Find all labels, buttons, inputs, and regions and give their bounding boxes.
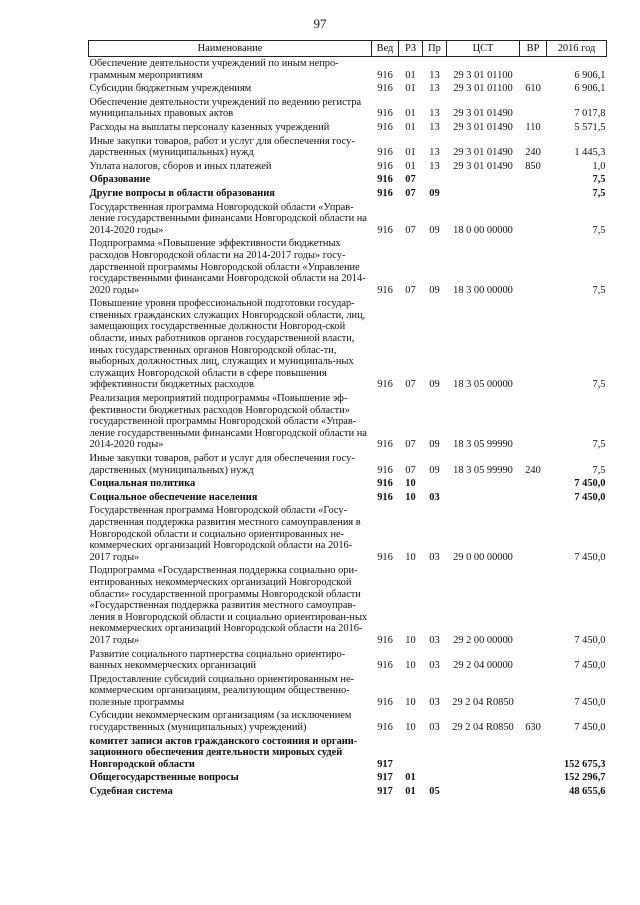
row-rz-cell: 01 [405, 786, 416, 798]
row-vr-cell [520, 187, 547, 201]
row-vr-cell [520, 673, 547, 710]
table-row [89, 187, 607, 201]
table-row [89, 785, 607, 799]
row-ved-cell: 916 [377, 439, 393, 451]
row-pr-cell: 03 [429, 660, 440, 672]
row-pr-cell: 09 [429, 439, 440, 451]
row-rz-cell: 01 [405, 69, 416, 81]
row-rz-cell: 07 [405, 174, 416, 186]
row-pr-cell: 05 [429, 786, 440, 798]
row-amount-cell: 7,5 [592, 187, 606, 199]
header-rz: РЗ [399, 41, 423, 57]
row-pr-cell: 09 [429, 224, 440, 236]
table-row [89, 504, 607, 564]
header-year: 2016 год [547, 41, 607, 57]
table-row [89, 452, 607, 477]
row-name-cell: Судебная система [89, 786, 173, 798]
row-amount-cell: 48 655,6 [569, 786, 606, 798]
row-amount-cell: 7 017,8 [574, 108, 606, 120]
row-amount-cell: 1,0 [592, 160, 606, 172]
row-rz-cell: 07 [405, 379, 416, 391]
row-ved-cell: 916 [377, 187, 393, 199]
row-rz-cell: 07 [405, 439, 416, 451]
row-amount-cell: 152 296,7 [563, 772, 606, 784]
row-name-cell: Другие вопросы в области образования [89, 187, 275, 199]
table-row [89, 771, 607, 785]
table-row [89, 82, 607, 96]
row-cst-cell: 29 3 01 01490 [453, 108, 513, 120]
row-rz-cell: 10 [405, 660, 416, 672]
row-vr-cell [520, 771, 547, 785]
row-name-cell: Повышение уровня профессиональной подготовки государ-ственных гражданских служащих Новгородской области, лиц, замещающих государственные должности Новгород-ской области, иных работников органов государственной власти, иных государственных органов Новгородской облас-ти, выборных должностных лиц, служащих и муниципаль-ных служащих Новгородской области в сфере повышения эффективности бюджетных расходов [89, 298, 366, 391]
row-cst-cell [447, 785, 520, 799]
row-ved-cell: 916 [377, 491, 393, 503]
row-amount-cell: 7 450,0 [574, 551, 606, 563]
row-pr-cell: 03 [429, 696, 440, 708]
row-pr-cell: 09 [429, 464, 440, 476]
row-ved-cell: 916 [377, 696, 393, 708]
row-cst-cell: 18 3 05 00000 [453, 379, 513, 391]
row-cst-cell: 29 2 04 00000 [453, 660, 513, 672]
row-vr-cell [520, 564, 547, 647]
row-vr-cell [520, 648, 547, 673]
budget-table [88, 40, 607, 799]
row-rz-cell: 10 [405, 634, 416, 646]
row-cst-cell: 29 2 00 00000 [453, 634, 513, 646]
row-amount-cell: 5 571,5 [574, 121, 606, 133]
table-body [89, 57, 607, 799]
row-rz-cell: 01 [405, 160, 416, 172]
row-pr-cell: 09 [429, 284, 440, 296]
table-row [89, 648, 607, 673]
row-name-cell: Образование [89, 174, 151, 186]
table-row [89, 237, 607, 297]
row-vr-cell [520, 237, 547, 297]
row-name-cell: Иные закупки товаров, работ и услуг для обеспечения госу-дарственных (муниципальных) нужд [89, 135, 355, 159]
row-rz-cell: 01 [405, 147, 416, 159]
row-ved-cell: 916 [377, 121, 393, 133]
table-row [89, 201, 607, 238]
row-cst-cell [447, 477, 520, 491]
row-pr-cell: 13 [429, 69, 440, 81]
row-ved-cell: 916 [377, 284, 393, 296]
row-rz-cell: 01 [405, 121, 416, 133]
row-amount-cell: 7 450,0 [574, 478, 606, 490]
row-name-cell: Социальная политика [89, 478, 196, 490]
row-ved-cell: 916 [377, 147, 393, 159]
row-name-cell: Уплата налогов, сборов и иных платежей [89, 160, 272, 172]
table-header-row [89, 41, 607, 57]
row-rz-cell: 10 [405, 551, 416, 563]
row-ved-cell: 916 [377, 478, 393, 490]
row-cst-cell [447, 173, 520, 187]
table-row [89, 297, 607, 392]
row-pr-cell: 13 [429, 160, 440, 172]
table-row [89, 709, 607, 734]
row-vr-cell [520, 297, 547, 392]
header-name: Наименование [89, 41, 372, 57]
row-name-cell: комитет записи актов гражданского состояния и органи-зационного обеспечения деятельности мировых судей Новгородской области [89, 735, 358, 770]
row-cst-cell: 29 2 04 R0850 [452, 696, 514, 708]
row-rz-cell: 01 [405, 108, 416, 120]
header-pr: Пр [423, 41, 447, 57]
row-name-cell: Развитие социального партнерства социально ориентиро-ванных некоммерческих организаций [89, 648, 346, 672]
row-pr-cell: 03 [429, 634, 440, 646]
row-rz-cell: 07 [405, 224, 416, 236]
row-name-cell: Социальное обеспечение населения [89, 491, 258, 503]
row-cst-cell: 29 3 01 01100 [453, 83, 513, 95]
row-amount-cell: 7,5 [592, 174, 606, 186]
header-ved: Вед [372, 41, 399, 57]
row-rz-cell: 07 [405, 187, 416, 199]
row-ved-cell: 916 [377, 722, 393, 734]
row-ved-cell: 916 [377, 174, 393, 186]
page-number: 97 [313, 16, 327, 31]
row-amount-cell: 7,5 [592, 439, 606, 451]
table-row [89, 735, 607, 772]
row-ved-cell: 916 [377, 634, 393, 646]
row-name-cell: Обеспечение деятельности учреждений по ведению регистра муниципальных правовых актов [89, 96, 362, 120]
row-rz-cell: 10 [405, 478, 416, 490]
row-ved-cell: 916 [377, 379, 393, 391]
row-amount-cell: 7 450,0 [574, 696, 606, 708]
row-name-cell: Подпрограмма «Государственная поддержка социально ори-ентированных некоммерческих организаций Новгородской области» государственной программы Новгородской области «Государственная поддержка развития местного самоуправ-ления в Новгородской области и социально ориентирован-ных некоммерческих организаций Новгородской области на 2016-2017 годы» [89, 565, 368, 646]
table-row [89, 564, 607, 647]
row-pr-cell [423, 173, 447, 187]
row-vr-cell [520, 201, 547, 238]
table-row [89, 477, 607, 491]
row-ved-cell: 916 [377, 660, 393, 672]
row-name-cell: Иные закупки товаров, работ и услуг для обеспечения госу-дарственных (муниципальных) нужд [89, 453, 355, 476]
row-cst-cell [447, 771, 520, 785]
row-name-cell: Подпрограмма «Повышение эффективности бюджетных расходов Новгородской области на 2014-2017 годы» госу-дарственной программы Новгородской области «Управление государственными финансами Новгородской области на 2014-2020 годы» [89, 238, 366, 296]
row-amount-cell: 7,5 [592, 224, 606, 236]
row-vr-cell [520, 491, 547, 505]
table-row [89, 135, 607, 160]
row-vr-cell: 110 [525, 121, 541, 133]
row-cst-cell: 29 2 04 R0850 [452, 722, 514, 734]
table-row [89, 491, 607, 505]
row-cst-cell: 18 3 00 00000 [453, 284, 513, 296]
row-pr-cell: 13 [429, 147, 440, 159]
row-vr-cell: 610 [525, 83, 541, 95]
row-pr-cell: 03 [429, 722, 440, 734]
row-name-cell: Предоставление субсидий социально ориентированным не-коммерческим организациям, реализующим общественно-полезные программы [89, 673, 355, 708]
row-vr-cell [520, 785, 547, 799]
row-rz-cell: 01 [405, 772, 416, 784]
row-name-cell: Субсидии некоммерческим организациям (за исключением государственных (муниципальных) учреждений) [89, 710, 352, 734]
row-cst-cell [447, 187, 520, 201]
row-amount-cell: 7,5 [592, 284, 606, 296]
row-amount-cell: 7,5 [592, 464, 606, 476]
row-rz-cell: 10 [405, 722, 416, 734]
row-cst-cell [447, 735, 520, 772]
row-ved-cell: 917 [377, 758, 393, 770]
row-amount-cell: 7 450,0 [574, 722, 606, 734]
row-amount-cell: 1 445,3 [574, 147, 606, 159]
row-cst-cell: 18 3 05 99990 [453, 439, 513, 451]
table-row [89, 160, 607, 174]
row-ved-cell: 916 [377, 83, 393, 95]
row-amount-cell: 6 906,1 [574, 83, 606, 95]
row-amount-cell: 7 450,0 [574, 660, 606, 672]
row-rz-cell: 10 [405, 696, 416, 708]
row-pr-cell: 13 [429, 108, 440, 120]
table-row [89, 173, 607, 187]
row-vr-cell: 630 [525, 722, 541, 734]
row-pr-cell: 03 [429, 491, 440, 503]
row-vr-cell [520, 173, 547, 187]
row-rz-cell: 07 [405, 464, 416, 476]
row-amount-cell: 7,5 [592, 379, 606, 391]
row-vr-cell [520, 735, 547, 772]
row-vr-cell: 240 [525, 464, 541, 476]
row-amount-cell: 152 675,3 [563, 758, 606, 770]
row-cst-cell: 29 3 01 01490 [453, 121, 513, 133]
row-name-cell: Субсидии бюджетным учреждениям [89, 83, 252, 95]
row-pr-cell: 13 [429, 121, 440, 133]
table-row [89, 392, 607, 452]
row-ved-cell: 917 [377, 786, 393, 798]
row-rz-cell: 10 [405, 491, 416, 503]
table-row [89, 57, 607, 83]
row-name-cell: Общегосударственные вопросы [89, 772, 239, 784]
row-amount-cell: 7 450,0 [574, 634, 606, 646]
row-cst-cell: 18 0 00 00000 [453, 224, 513, 236]
row-vr-cell [520, 504, 547, 564]
row-name-cell: Обеспечение деятельности учреждений по иным непро-граммным мероприятиям [89, 58, 339, 81]
row-cst-cell: 29 3 01 01100 [453, 69, 513, 81]
table-row [89, 673, 607, 710]
row-pr-cell: 09 [429, 379, 440, 391]
row-cst-cell [447, 491, 520, 505]
row-cst-cell: 29 3 01 01490 [453, 160, 513, 172]
row-ved-cell: 917 [377, 772, 393, 784]
row-pr-cell: 03 [429, 551, 440, 563]
header-vr: ВР [520, 41, 547, 57]
row-vr-cell: 850 [525, 160, 541, 172]
row-name-cell: Реализация мероприятий подпрограммы «Повышение эф-фективности бюджетных расходов Новгородской области» государственной программы Новгородской области «Управ-ление государственными финансами Новгородской области на 2014-2020 годы» [89, 393, 367, 451]
row-ved-cell: 916 [377, 108, 393, 120]
row-vr-cell: 240 [525, 147, 541, 159]
row-cst-cell: 29 3 01 01490 [453, 147, 513, 159]
row-rz-cell: 01 [405, 83, 416, 95]
row-vr-cell [520, 57, 547, 83]
row-cst-cell: 29 0 00 00000 [453, 551, 513, 563]
row-ved-cell: 916 [377, 464, 393, 476]
header-cst: ЦСТ [447, 41, 520, 57]
row-name-cell: Расходы на выплаты персоналу казенных учреждений [89, 121, 330, 133]
row-ved-cell: 916 [377, 69, 393, 81]
row-pr-cell [423, 771, 447, 785]
row-rz-cell [399, 735, 423, 772]
row-cst-cell: 18 3 05 99990 [453, 464, 513, 476]
table-row [89, 121, 607, 135]
row-pr-cell: 09 [429, 187, 440, 199]
row-pr-cell [423, 477, 447, 491]
row-vr-cell [520, 477, 547, 491]
row-vr-cell [520, 96, 547, 121]
row-ved-cell: 916 [377, 224, 393, 236]
row-name-cell: Государственная программа Новгородской области «Управ-ление государственными финансами Новгородской области на 2014-2020 годы» [89, 201, 367, 236]
table-row [89, 96, 607, 121]
row-name-cell: Государственная программа Новгородской области «Госу-дарственная поддержка развития местного самоуправления в Новгородской области и социально ориентированных не-коммерческих организаций Новгородской области на 2016-2017 годы» [89, 505, 361, 563]
row-ved-cell: 916 [377, 551, 393, 563]
row-pr-cell [423, 735, 447, 772]
row-rz-cell: 07 [405, 284, 416, 296]
row-vr-cell [520, 392, 547, 452]
row-amount-cell: 7 450,0 [574, 491, 606, 503]
row-pr-cell: 13 [429, 83, 440, 95]
row-ved-cell: 916 [377, 160, 393, 172]
row-amount-cell: 6 906,1 [574, 69, 606, 81]
